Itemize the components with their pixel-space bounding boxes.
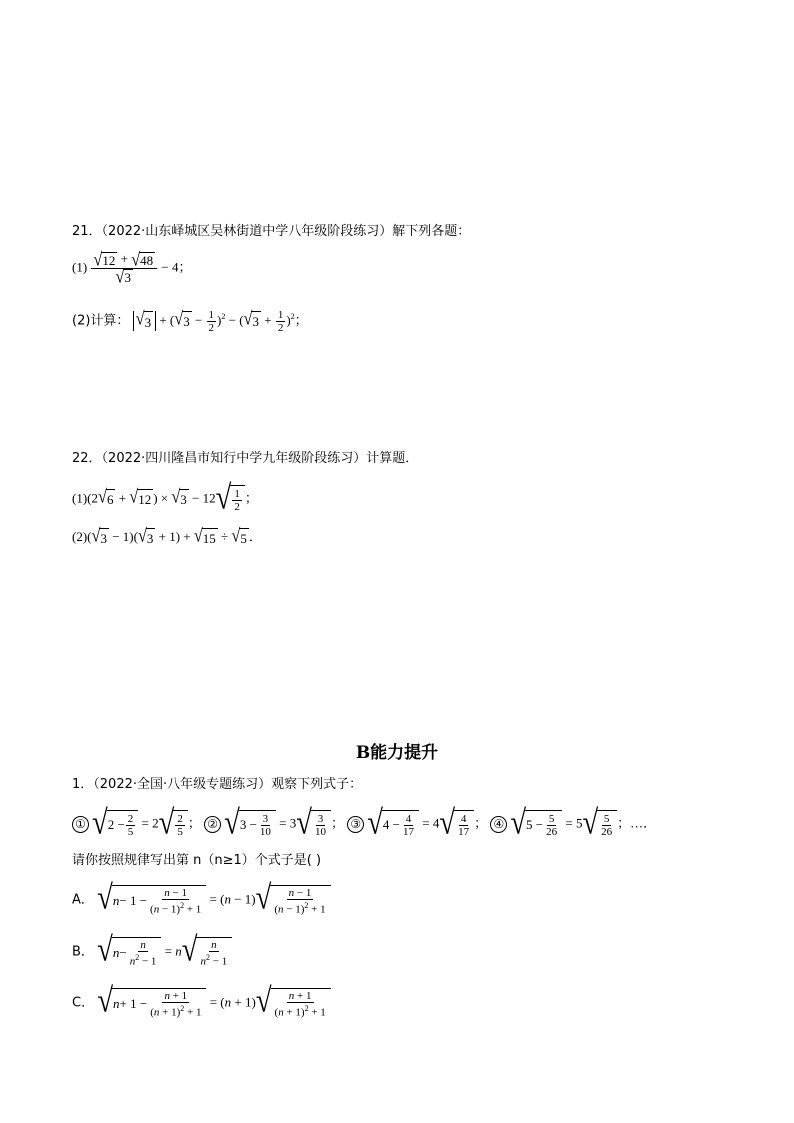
qb1-title: 1．（2022·全国·八年级专题练习）观察下列式子：: [72, 777, 363, 792]
option-a-label: A．: [72, 892, 94, 908]
q21-part1: (1) √ 12 + √ 48 √ 3 − 4；: [72, 249, 192, 288]
section-b-heading: B能力提升: [355, 743, 439, 763]
option-c[interactable]: C． √ n + 1 − $\frac{n + 1}{(n + 1)^2 + 1}$ = (n + 1) √ $\frac{n + 1}{(n + 1)^2 + 1}$: [72, 988, 331, 1019]
circled-2: ②: [204, 816, 221, 833]
option-a[interactable]: A． √ n − 1 − $\frac{n - 1}{(n - 1)^2 + 1}$ = (n − 1) √ $\frac{n - 1}{(n - 1)^2 + 1}$: [72, 885, 331, 916]
q21-part1-numerator: √ 12 + √ 48: [91, 252, 157, 269]
option-b-label: B．: [72, 944, 94, 960]
q21-part2-end: ；: [294, 312, 308, 328]
q21-part2: (2)计算： √ 3 + ( √ 3 − $\frac{1}{2}$ )$^2$ − ( √ 3 + $\frac{1}{2}$ )$^2$；: [72, 308, 308, 334]
q22-part2: (2)( √ 3 − 1)( √ 3 + 1) + √ 15 ÷ √ 5 ．: [72, 525, 262, 547]
q22-title: 22．（2022·四川隆昌市知行中学九年级阶段练习）计算题．: [72, 451, 419, 466]
q22-part2-end: ．: [248, 529, 262, 544]
q22-part1-end: ；: [244, 490, 258, 506]
circled-1: ①: [72, 816, 89, 833]
q21-part2-label: (2)计算：: [72, 313, 130, 329]
q22-part1-label: (1): [72, 490, 88, 506]
q21-part1-end: ；: [178, 259, 192, 275]
option-c-label: C．: [72, 995, 95, 1011]
q21-title: 21．（2022·山东峄城区吴林街道中学八年级阶段练习）解下列各题：: [72, 224, 471, 239]
qb1-ask: 请你按照规律写出第 n（n≥1）个式子是( ): [72, 853, 322, 868]
circled-3: ③: [347, 816, 364, 833]
q22-part1: (1)(2 √ 6 + √ 12 ) × √ 3 − 12 √ $\frac{1}{2}$ ；: [72, 479, 258, 517]
option-b[interactable]: B． √ n − $\frac{n}{n^2 - 1}$ = n √ $\frac{n}{n^2 - 1}$: [72, 937, 232, 968]
q21-part1-denominator: √ 3: [115, 266, 131, 288]
qb1-ellipsis: ；…．: [617, 815, 657, 831]
q22-part2-label: (2): [72, 529, 88, 544]
abs-value: √ 3: [133, 311, 156, 331]
circled-4: ④: [490, 816, 507, 833]
qb1-pattern-row: ① √ 2 − $\frac{2}{5}$ = 2 √ $\frac{2}{5}$ ； ② √ 3 − $\frac{3}{10}$ = 3 √ $\frac{3}{10}$ ； ③ √ 4 − $\frac{4}{17}$ = 4 √ $\frac{4}{17}$ ； ④ √ 5 − $\frac{5}{26}$ = 5 √ $\frac{5}{26}$ ；…．: [72, 810, 656, 839]
q21-part1-label: (1): [72, 259, 88, 275]
